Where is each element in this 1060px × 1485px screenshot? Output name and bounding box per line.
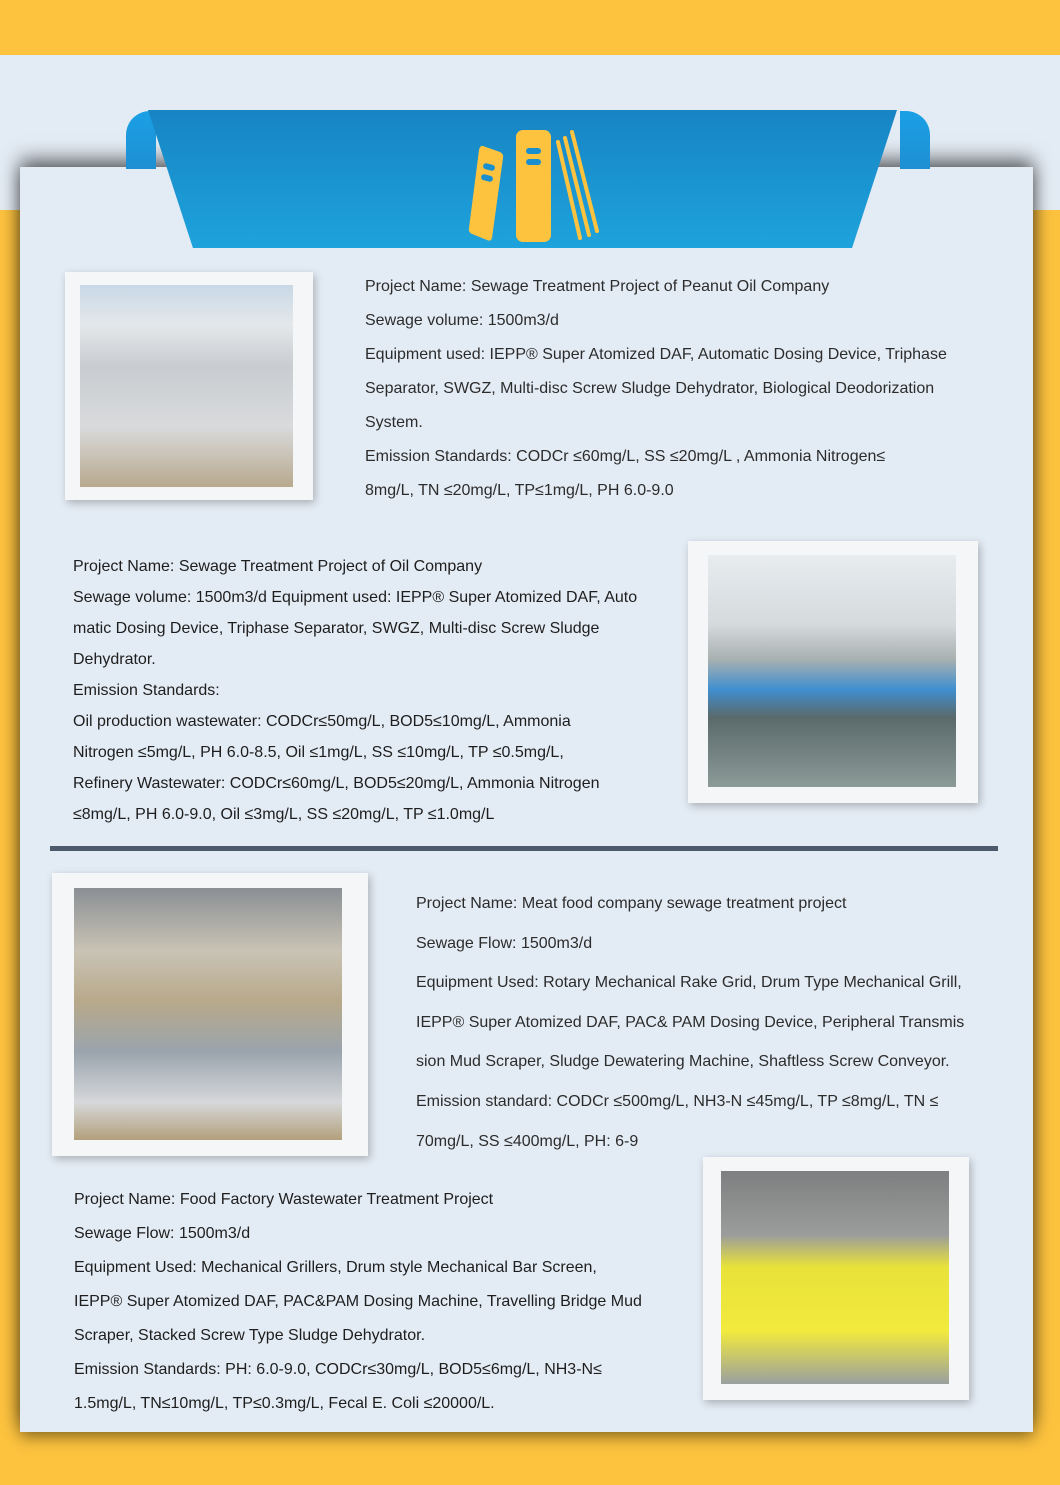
project-4-image [703,1157,969,1400]
project-4-text [74,1183,642,1421]
project-name: Project Name: Food Factory Wastewater Treatment Project [74,1191,494,1208]
project-name: Project Name: Meat food company sewage treatment project [416,895,847,912]
emission-line: Nitrogen ≤5mg/L, PH 6.0-8.5, Oil ≤1mg/L, SS ≤10mg/L, TP ≤0.5mg/L, [73,744,564,761]
equipment-line: Dehydrator. [73,651,156,668]
emission-line: 8mg/L, TN ≤20mg/L, TP≤1mg/L, PH 6.0-9.0 [365,482,674,499]
equipment-line: System. [365,414,423,431]
sewage-volume: Sewage volume: 1500m3/d [365,312,559,329]
emission-line: 70mg/L, SS ≤400mg/L, PH: 6-9 [416,1132,639,1150]
emission-line: Emission Standards: PH: 6.0-9.0, CODCr≤30mg/L, BOD5≤6mg/L, NH3-N≤ [74,1361,602,1378]
project-name: Project Name: Sewage Treatment Project of Oil Company [73,558,483,575]
equipment-line: matic Dosing Device, Triphase Separator, SWGZ, Multi-disc Screw Sludge [73,620,600,637]
emission-line: 1.5mg/L, TN≤10mg/L, TP≤0.3mg/L, Fecal E. Coli ≤20000/L. [74,1395,495,1412]
project-1-text [365,270,947,508]
sewage-flow: Sewage Flow: 1500m3/d [74,1225,251,1242]
equipment-line: IEPP® Super Atomized DAF, PAC&PAM Dosing Machine, Travelling Bridge Mud [74,1293,642,1310]
equipment-line: IEPP® Super Atomized DAF, PAC& PAM Dosing Device, Peripheral Transmis [416,1013,965,1031]
equipment-line: Separator, SWGZ, Multi-disc Screw Sludge Dehydrator, Biological Deodorization [365,380,935,397]
project-name: Project Name: Sewage Treatment Project of Peanut Oil Company [365,278,830,295]
equipment-line: Equipment Used: Rotary Mechanical Rake Grid, Drum Type Mechanical Grill, [416,974,962,992]
project-3-image [52,873,368,1156]
project-3-text [416,884,964,1161]
sewage-volume: Sewage volume: 1500m3/d Equipment used: IEPP® Super Atomized DAF, Auto [73,589,638,606]
emission-line: Refinery Wastewater: CODCr≤60mg/L, BOD5≤20mg/L, Ammonia Nitrogen [73,775,600,792]
equipment-line: sion Mud Scraper, Sludge Dewatering Machine, Shaftless Screw Conveyor. [416,1053,950,1071]
emission-line: ≤8mg/L, PH 6.0-9.0, Oil ≤3mg/L, SS ≤20mg/L, TP ≤1.0mg/L [73,806,495,823]
emission-line: Oil production wastewater: CODCr≤50mg/L, BOD5≤10mg/L, Ammonia [73,713,571,730]
sewage-flow: Sewage Flow: 1500m3/d [416,934,593,952]
equipment-line: Equipment Used: Mechanical Grillers, Drum style Mechanical Bar Screen, [74,1259,597,1276]
emission-line: Emission standard: CODCr ≤500mg/L, NH3-N ≤45mg/L, TP ≤8mg/L, TN ≤ [416,1092,939,1110]
project-2-image [688,541,978,803]
section-divider [50,846,998,851]
books-icon [460,128,630,246]
equipment-line: Equipment used: IEPP® Super Atomized DAF, Automatic Dosing Device, Triphase [365,346,947,363]
emission-heading: Emission Standards: [73,682,220,699]
emission-line: Emission Standards: CODCr ≤60mg/L, SS ≤20mg/L , Ammonia Nitrogen≤ [365,448,886,465]
equipment-line: Scraper, Stacked Screw Type Sludge Dehydrator. [74,1327,426,1344]
project-2-text [73,551,637,830]
project-1-image [65,272,313,500]
